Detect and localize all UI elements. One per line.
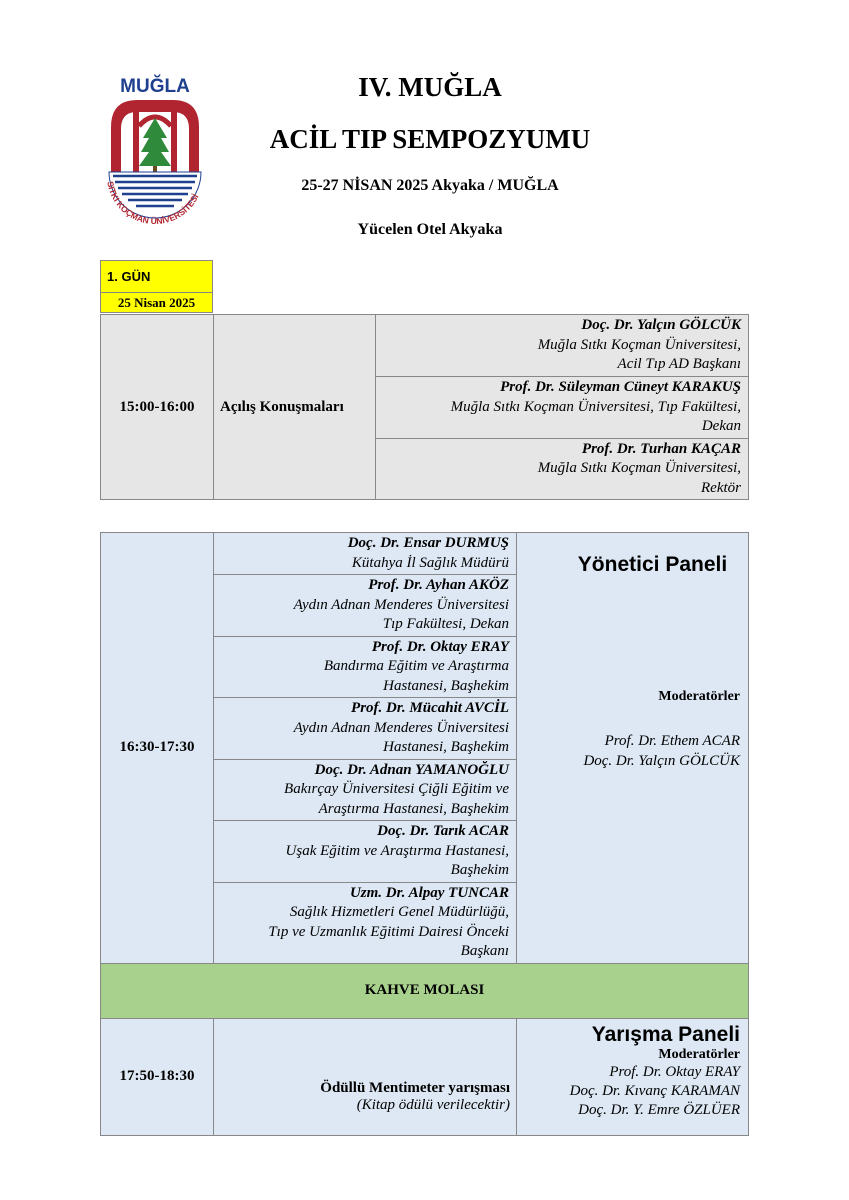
speaker-name: Doç. Dr. Tarık ACAR xyxy=(377,823,509,839)
day-label: 1. GÜN xyxy=(101,261,213,293)
moderator-name: Doç. Dr. Y. Emre ÖZLÜER xyxy=(578,1101,740,1118)
moderator-name: Prof. Dr. Ethem ACAR xyxy=(604,733,740,749)
logo-wordmark: MUĞLA xyxy=(120,76,190,97)
speaker-affiliation: Muğla Sıtkı Koçman Üniversitesi, Tıp Fakültesi, xyxy=(450,398,741,415)
speaker-affiliation: Aydın Adnan Menderes Üniversitesi xyxy=(293,596,509,613)
speaker-affiliation: Rektör xyxy=(701,479,741,496)
moderators-label: Moderatörler xyxy=(658,689,740,704)
competition-time: 17:50-18:30 xyxy=(101,1018,214,1135)
speaker-name: Doç. Dr. Adnan YAMANOĞLU xyxy=(314,761,509,778)
speaker-affiliation: Başhekim xyxy=(450,862,509,878)
university-logo xyxy=(103,72,207,237)
moderator-name: Prof. Dr. Oktay ERAY xyxy=(609,1063,740,1080)
speaker-affiliation: Hastanesi, Başhekim xyxy=(383,677,509,694)
opening-speaker xyxy=(376,377,749,439)
competition-activity-title: Ödüllü Mentimeter yarışması xyxy=(320,1079,510,1096)
panel-speaker xyxy=(214,821,517,883)
competition-panel-info xyxy=(517,1018,749,1135)
coffee-break: KAHVE MOLASI xyxy=(101,963,749,1018)
speaker-name: Uzm. Dr. Alpay TUNCAR xyxy=(349,884,509,901)
logo-ring-text: SITKI KOÇMAN ÜNİVERSİTESİ xyxy=(105,180,201,227)
event-venue: Yücelen Otel Akyaka xyxy=(357,221,503,238)
speaker-affiliation: Dekan xyxy=(701,418,741,434)
moderators-label: Moderatörler xyxy=(658,1046,740,1062)
panel-time: 16:30-17:30 xyxy=(101,533,214,964)
speaker-affiliation: Araştırma Hastanesi, Başhekim xyxy=(318,800,509,817)
speaker-affiliation: Acil Tıp AD Başkanı xyxy=(617,356,741,373)
speaker-name: Prof. Dr. Ayhan AKÖZ xyxy=(368,577,509,593)
speaker-affiliation: Muğla Sıtkı Koçman Üniversitesi, xyxy=(537,460,741,476)
panel-title: Yönetici Paneli xyxy=(577,553,728,576)
speaker-name: Doç. Dr. Yalçın GÖLCÜK xyxy=(581,317,741,334)
opening-speaker xyxy=(376,315,749,377)
panel-speaker xyxy=(214,759,517,821)
speaker-affiliation: Sağlık Hizmetleri Genel Müdürlüğü, xyxy=(289,904,509,920)
speaker-affiliation: Bakırçay Üniversitesi Çiğli Eğitim ve xyxy=(284,781,509,797)
speaker-affiliation: Kütahya İl Sağlık Müdürü xyxy=(351,554,509,571)
speaker-affiliation: Muğla Sıtkı Koçman Üniversitesi, xyxy=(537,336,741,353)
speaker-affiliation: Aydın Adnan Menderes Üniversitesi xyxy=(293,719,509,736)
event-title-line2: ACİL TIP SEMPOZYUMU xyxy=(269,124,591,154)
speaker-affiliation: Hastanesi, Başhekim xyxy=(383,739,509,755)
speaker-affiliation: Tıp Fakültesi, Dekan xyxy=(382,616,509,632)
opening-time: 15:00-16:00 xyxy=(101,315,214,500)
moderator-list xyxy=(525,731,740,771)
competition-activity xyxy=(214,1018,517,1135)
speaker-name: Doç. Dr. Ensar DURMUŞ xyxy=(347,535,509,551)
program-table xyxy=(100,532,749,1136)
speaker-name: Prof. Dr. Oktay ERAY xyxy=(371,638,509,655)
panel-speaker xyxy=(214,636,517,698)
competition-panel-title: Yarışma Paneli xyxy=(591,1022,740,1046)
moderator-name: Doç. Dr. Kıvanç KARAMAN xyxy=(569,1082,740,1099)
day-label-table xyxy=(100,260,213,313)
opening-session-table xyxy=(100,314,749,500)
day-date: 25 Nisan 2025 xyxy=(101,293,213,313)
speaker-affiliation: Uşak Eğitim ve Araştırma Hastanesi, xyxy=(285,842,509,859)
speaker-affiliation: Tıp ve Uzmanlık Eğitimi Dairesi Önceki xyxy=(268,923,509,940)
panel-speaker xyxy=(214,575,517,637)
speaker-name: Prof. Dr. Süleyman Cüneyt KARAKUŞ xyxy=(500,379,741,395)
competition-note: (Kitap ödülü verilecektir) xyxy=(356,1096,510,1113)
opening-title: Açılış Konuşmaları xyxy=(214,315,376,500)
speaker-name: Prof. Dr. Mücahit AVCİL xyxy=(351,700,509,716)
panel-speaker xyxy=(214,882,517,963)
speaker-affiliation: Başkanı xyxy=(460,943,509,959)
panel-speaker xyxy=(214,533,517,575)
moderator-name: Doç. Dr. Yalçın GÖLCÜK xyxy=(583,753,740,769)
event-dates: 25-27 NİSAN 2025 Akyaka / MUĞLA xyxy=(301,177,559,194)
speaker-name: Prof. Dr. Turhan KAÇAR xyxy=(581,440,741,457)
speaker-affiliation: Bandırma Eğitim ve Araştırma xyxy=(323,658,509,674)
opening-speaker xyxy=(376,438,749,500)
panel-info xyxy=(517,533,749,964)
event-title-line1: IV. MUĞLA xyxy=(358,72,502,102)
panel-speaker xyxy=(214,698,517,760)
